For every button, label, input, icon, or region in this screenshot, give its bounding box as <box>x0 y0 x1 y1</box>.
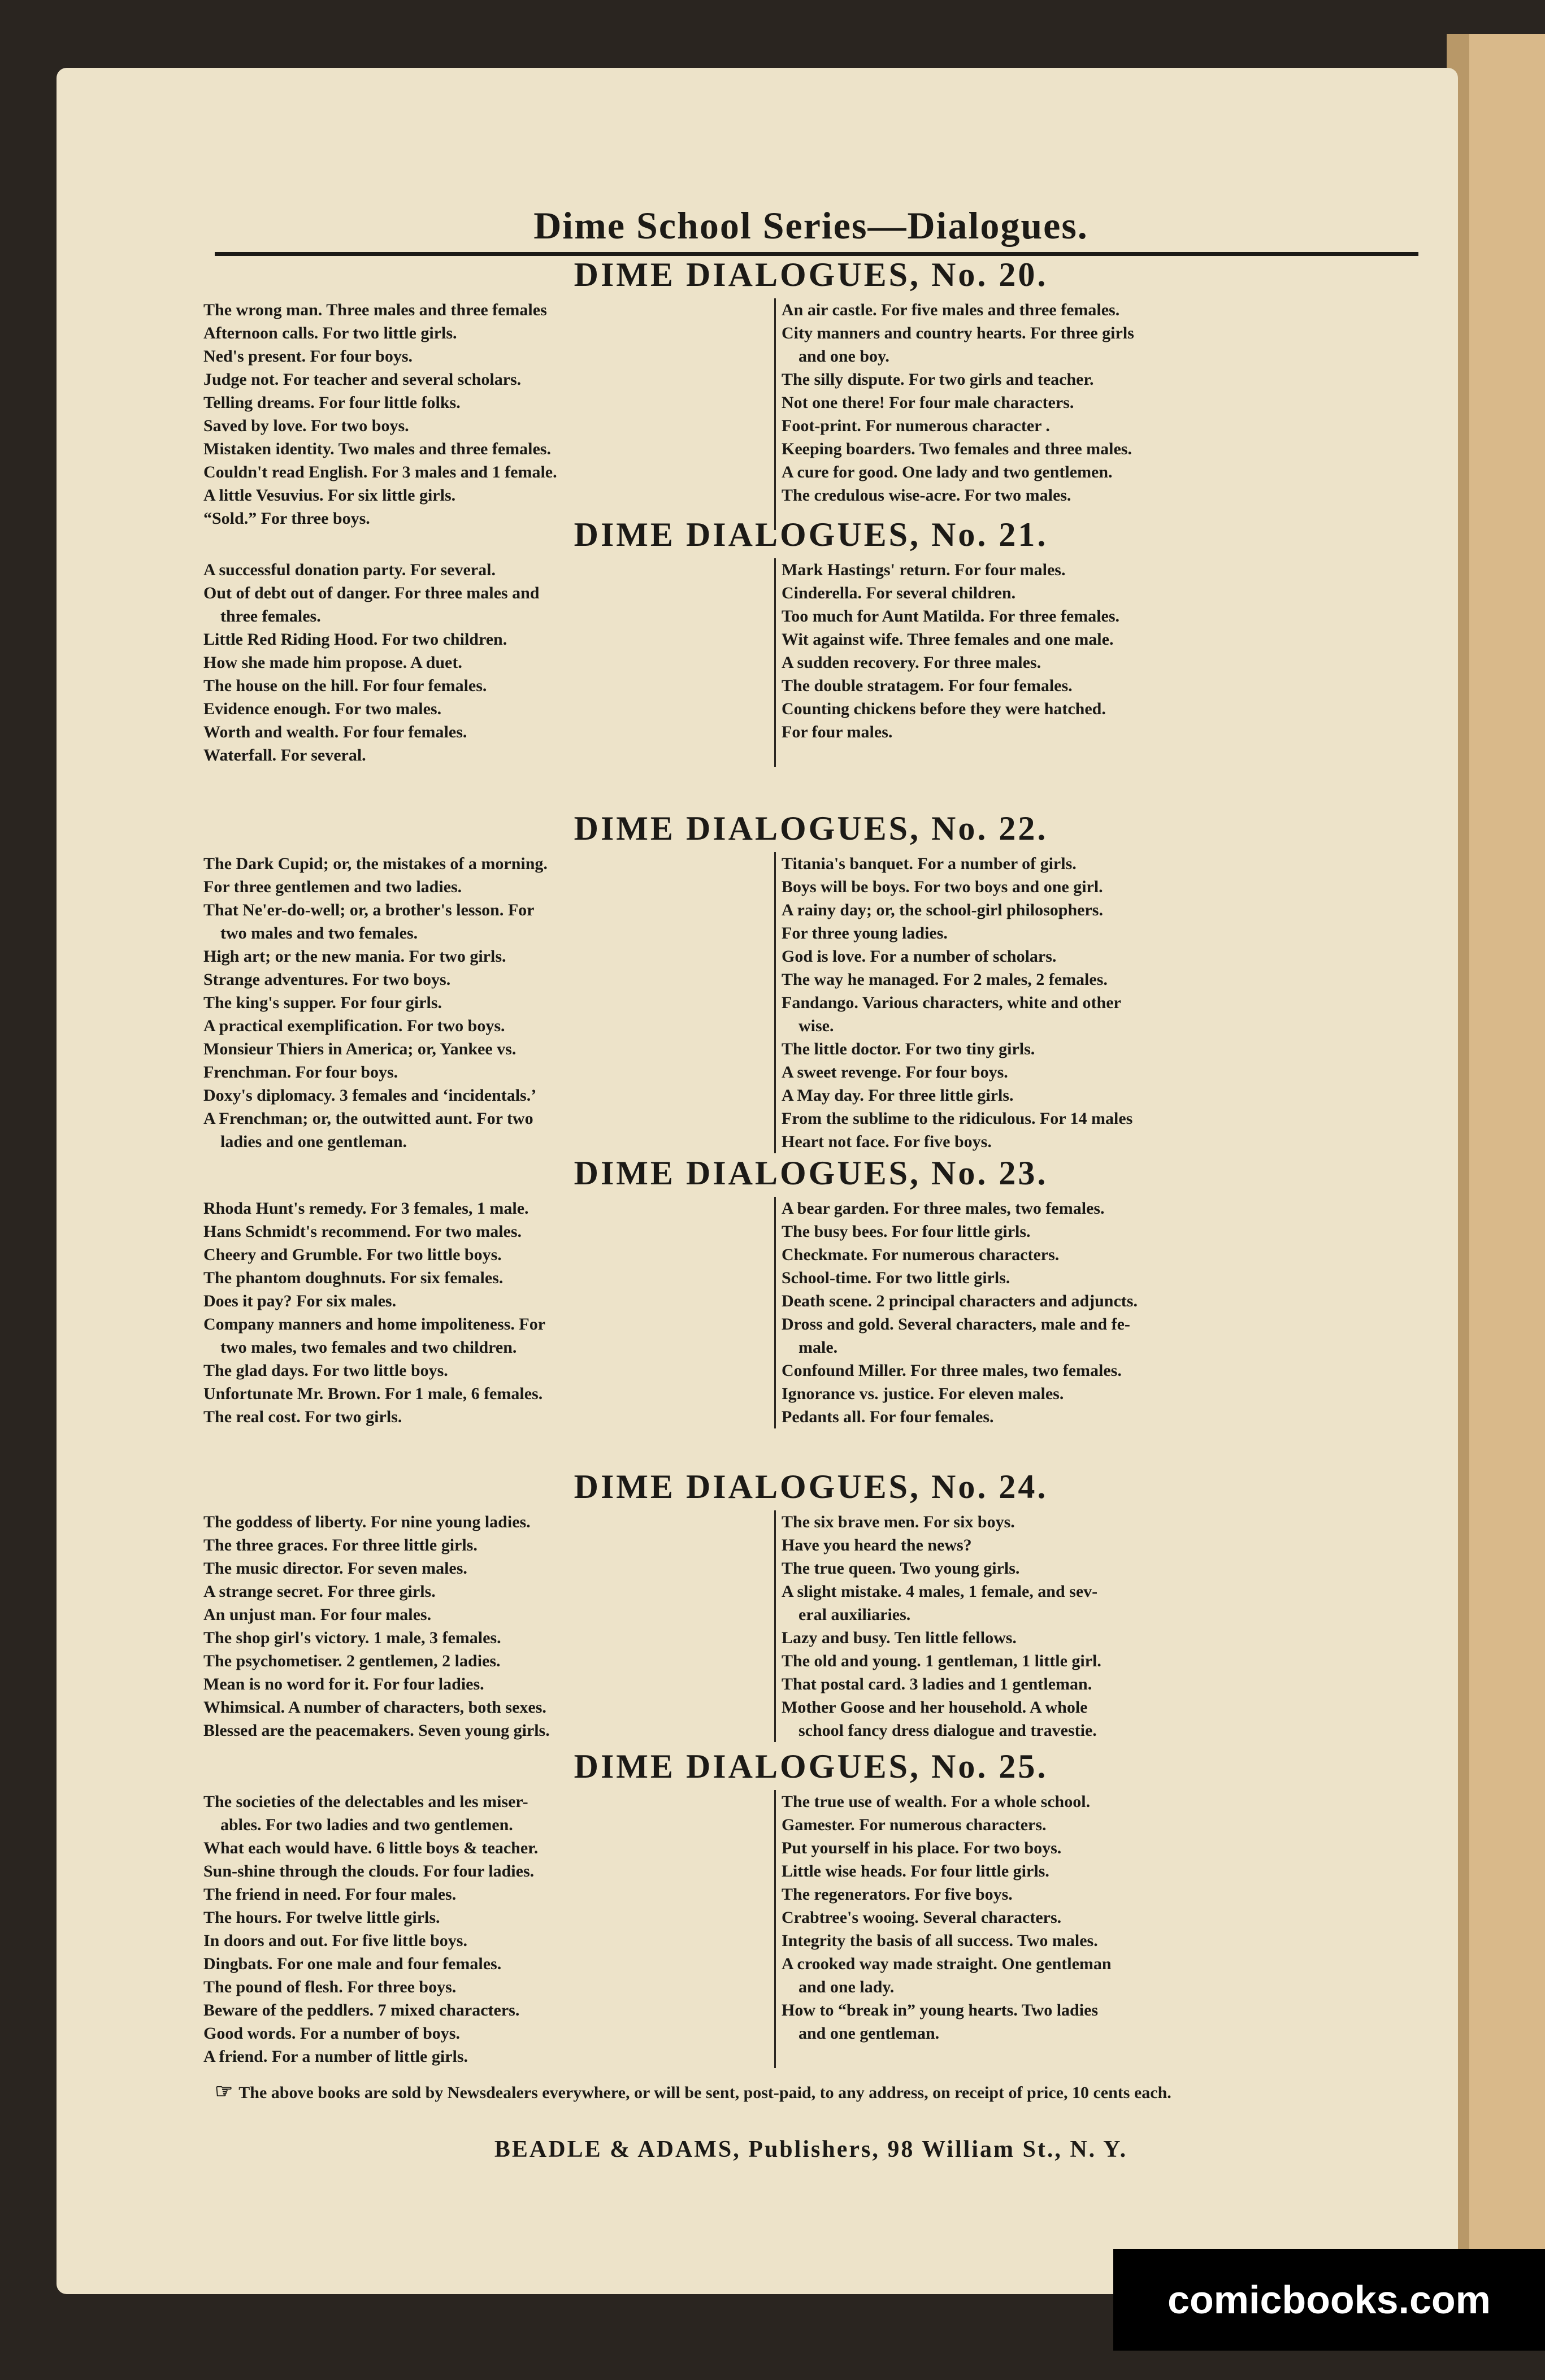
dialogue-entry: Mark Hastings' return. For four males. <box>782 561 1066 579</box>
dialogue-section <box>203 514 1418 767</box>
dialogue-entry: Couldn't read English. For 3 males and 1 female. <box>203 463 557 481</box>
entry-column-right <box>774 1197 1347 1428</box>
dialogue-entry: The societies of the delectables and les miser- <box>203 1792 528 1811</box>
series-header: Dime School Series—Dialogues. <box>533 204 1088 247</box>
dialogue-entry: The six brave men. For six boys. <box>782 1513 1015 1531</box>
dialogue-entry: A May day. For three little girls. <box>782 1086 1014 1105</box>
dialogue-entry: Wit against wife. Three females and one male. <box>782 630 1114 649</box>
dialogue-entry: School-time. For two little girls. <box>782 1269 1010 1287</box>
dialogue-entry: The regenerators. For five boys. <box>782 1885 1013 1904</box>
entry-column-right <box>774 852 1347 1153</box>
dialogue-entry: Hans Schmidt's recommend. For two males. <box>203 1222 522 1241</box>
dialogue-entry: The king's supper. For four girls. <box>203 993 442 1012</box>
dialogue-entry: A cure for good. One lady and two gentlemen. <box>782 463 1113 481</box>
entry-column-left <box>203 1510 769 1742</box>
dialogue-entry: Doxy's diplomacy. 3 females and ‘incidentals.’ <box>203 1086 537 1105</box>
entry-column-right <box>774 1790 1347 2068</box>
dialogue-entry: The friend in need. For four males. <box>203 1885 457 1904</box>
dialogue-entry: For three young ladies. <box>782 924 948 943</box>
dialogue-entry: Judge not. For teacher and several scholars. <box>203 370 522 389</box>
entry-column-right <box>774 298 1347 530</box>
dialogue-entry: and one boy. <box>798 347 889 366</box>
dialogue-entry: The old and young. 1 gentleman, 1 little girl. <box>782 1652 1101 1670</box>
dialogue-entry: Crabtree's wooing. Several characters. <box>782 1908 1062 1927</box>
publisher-line: BEADLE & ADAMS, Publishers, 98 William St., N. Y. <box>494 2136 1128 2162</box>
section-title: DIME DIALOGUES, No. 23. <box>574 1154 1048 1192</box>
dialogue-entry: The three graces. For three little girls. <box>203 1536 478 1554</box>
dialogue-entry: For three gentlemen and two ladies. <box>203 878 462 896</box>
entry-column-left <box>203 1197 769 1428</box>
dialogue-entry: A Frenchman; or, the outwitted aunt. For two <box>203 1109 533 1128</box>
dialogue-entry: Death scene. 2 principal characters and adjuncts. <box>782 1292 1138 1310</box>
dialogue-entry: Company manners and home impoliteness. For <box>203 1315 546 1334</box>
entry-column-left <box>203 298 769 530</box>
page-content <box>203 186 1418 2198</box>
dialogue-entry: Saved by love. For two boys. <box>203 416 409 435</box>
dialogue-section <box>203 1466 1418 1742</box>
dialogue-entry: The psychometiser. 2 gentlemen, 2 ladies. <box>203 1652 501 1670</box>
entry-columns <box>203 298 1418 530</box>
section-title: DIME DIALOGUES, No. 22. <box>574 810 1048 847</box>
dialogue-entry: City manners and country hearts. For three girls <box>782 324 1134 342</box>
dialogue-entry: That postal card. 3 ladies and 1 gentleman. <box>782 1675 1092 1693</box>
dialogue-entry: Dingbats. For one male and four females. <box>203 1955 502 1973</box>
dialogue-entry: The silly dispute. For two girls and teacher. <box>782 370 1094 389</box>
dialogue-entry: Worth and wealth. For four females. <box>203 723 467 741</box>
dialogue-entry: male. <box>798 1338 838 1357</box>
dialogue-entry: Ignorance vs. justice. For eleven males. <box>782 1384 1064 1403</box>
dialogue-entry: two males, two females and two children. <box>220 1338 517 1357</box>
dialogue-entry: A friend. For a number of little girls. <box>203 2047 468 2066</box>
dialogue-entry: An unjust man. For four males. <box>203 1605 432 1624</box>
dialogue-entry: Too much for Aunt Matilda. For three females. <box>782 607 1120 626</box>
section-title: DIME DIALOGUES, No. 24. <box>574 1468 1048 1505</box>
dialogue-entry: Does it pay? For six males. <box>203 1292 397 1310</box>
dialogue-entry: The house on the hill. For four females. <box>203 676 487 695</box>
dialogue-entry: Unfortunate Mr. Brown. For 1 male, 6 females. <box>203 1384 543 1403</box>
dialogue-entry: For four males. <box>782 723 893 741</box>
dialogue-entry: three females. <box>220 607 321 626</box>
dialogue-entry: Cinderella. For several children. <box>782 584 1016 602</box>
dialogue-section <box>203 1153 1418 1428</box>
dialogue-entry: God is love. For a number of scholars. <box>782 947 1057 966</box>
dialogue-entry: Waterfall. For several. <box>203 746 366 765</box>
dialogue-entry: Heart not face. For five boys. <box>782 1132 992 1151</box>
dialogue-entry: A slight mistake. 4 males, 1 female, and sev- <box>782 1582 1098 1601</box>
dialogue-entry: High art; or the new mania. For two girls. <box>203 947 506 966</box>
dialogue-section <box>203 254 1418 530</box>
entry-columns <box>203 1790 1418 2068</box>
dialogue-entry: Little wise heads. For four little girls. <box>782 1862 1049 1880</box>
dialogue-entry: From the sublime to the ridiculous. For 14 males <box>782 1109 1133 1128</box>
dialogue-entry: and one lady. <box>798 1978 895 1996</box>
dialogue-entry: Mother Goose and her household. A whole <box>782 1698 1088 1717</box>
dialogue-entry: wise. <box>798 1017 834 1035</box>
dialogue-entry: Mean is no word for it. For four ladies. <box>203 1675 484 1693</box>
dialogue-entry: Pedants all. For four females. <box>782 1408 994 1426</box>
dialogue-section <box>203 808 1418 1153</box>
dialogue-entry: That Ne'er-do-well; or, a brother's lesson. For <box>203 901 535 919</box>
dialogue-entry: Checkmate. For numerous characters. <box>782 1245 1060 1264</box>
dialogue-entry: The true queen. Two young girls. <box>782 1559 1020 1578</box>
dialogue-entry: Telling dreams. For four little folks. <box>203 393 461 412</box>
dialogue-entry: The hours. For twelve little girls. <box>203 1908 440 1927</box>
entry-columns <box>203 1510 1418 1742</box>
footer-note-text: The above books are sold by Newsdealers everywhere, or will be sent, post-paid, to any address, on receipt of price, 10 cents each. <box>238 2083 1171 2102</box>
dialogue-entry: The shop girl's victory. 1 male, 3 females. <box>203 1628 501 1647</box>
dialogue-entry: and one gentleman. <box>798 2024 940 2043</box>
entry-columns <box>203 558 1418 767</box>
dialogue-entry: Sun-shine through the clouds. For four ladies. <box>203 1862 535 1880</box>
dialogue-entry: Boys will be boys. For two boys and one girl. <box>782 878 1103 896</box>
entry-columns <box>203 1197 1418 1428</box>
dialogue-entry: Lazy and busy. Ten little fellows. <box>782 1628 1017 1647</box>
dialogue-entry: A crooked way made straight. One gentleman <box>782 1955 1112 1973</box>
dialogue-entry: Strange adventures. For two boys. <box>203 970 451 989</box>
dialogue-entry: Evidence enough. For two males. <box>203 700 442 718</box>
dialogue-entry: “Sold.” For three boys. <box>203 509 370 528</box>
dialogue-entry: A sudden recovery. For three males. <box>782 653 1041 672</box>
dialogue-entry: The music director. For seven males. <box>203 1559 467 1578</box>
dialogue-entry: Integrity the basis of all success. Two males. <box>782 1931 1098 1950</box>
entry-column-left <box>203 558 769 767</box>
dialogue-entry: Frenchman. For four boys. <box>203 1063 398 1082</box>
dialogue-entry: ables. For two ladies and two gentlemen. <box>220 1816 513 1834</box>
dialogue-entry: Confound Miller. For three males, two females. <box>782 1361 1122 1380</box>
dialogue-entry: Titania's banquet. For a number of girls. <box>782 854 1077 873</box>
dialogue-entry: A sweet revenge. For four boys. <box>782 1063 1008 1082</box>
dialogue-entry: A successful donation party. For several. <box>203 561 496 579</box>
dialogue-entry: The Dark Cupid; or, the mistakes of a morning. <box>203 854 548 873</box>
dialogue-entry: eral auxiliaries. <box>798 1605 911 1624</box>
dialogue-entry: Keeping boarders. Two females and three males. <box>782 440 1132 458</box>
dialogue-entry: school fancy dress dialogue and travestie. <box>798 1721 1097 1740</box>
dialogue-entry: An air castle. For five males and three females. <box>782 301 1120 319</box>
section-title: DIME DIALOGUES, No. 25. <box>574 1748 1048 1785</box>
entry-column-left <box>203 1790 769 2068</box>
dialogue-entry: Good words. For a number of boys. <box>203 2024 460 2043</box>
dialogue-entry: Blessed are the peacemakers. Seven young girls. <box>203 1721 550 1740</box>
dialogue-entry: The way he managed. For 2 males, 2 females. <box>782 970 1108 989</box>
dialogue-entry: The glad days. For two little boys. <box>203 1361 448 1380</box>
dialogue-entry: A practical exemplification. For two boys. <box>203 1017 505 1035</box>
dialogue-entry: The credulous wise-acre. For two males. <box>782 486 1071 505</box>
entry-column-left <box>203 852 769 1153</box>
dialogue-entry: The real cost. For two girls. <box>203 1408 402 1426</box>
dialogue-entry: A strange secret. For three girls. <box>203 1582 436 1601</box>
dialogue-entry: In doors and out. For five little boys. <box>203 1931 467 1950</box>
dialogue-entry: Whimsical. A number of characters, both sexes. <box>203 1698 546 1717</box>
dialogue-entry: two males and two females. <box>220 924 418 943</box>
dialogue-entry: Put yourself in his place. For two boys. <box>782 1839 1062 1857</box>
section-title: DIME DIALOGUES, No. 21. <box>574 516 1048 553</box>
dialogue-entry: The pound of flesh. For three boys. <box>203 1978 457 1996</box>
dialogue-entry: Beware of the peddlers. 7 mixed characters. <box>203 2001 520 2019</box>
dialogue-section <box>203 1746 1418 2068</box>
dialogue-entry: Little Red Riding Hood. For two children. <box>203 630 507 649</box>
dialogue-entry: Cheery and Grumble. For two little boys. <box>203 1245 502 1264</box>
dialogue-entry: What each would have. 6 little boys & teacher. <box>203 1839 539 1857</box>
dialogue-entry: The true use of wealth. For a whole school. <box>782 1792 1091 1811</box>
dialogue-entry: A rainy day; or, the school-girl philosophers. <box>782 901 1103 919</box>
section-title: DIME DIALOGUES, No. 20. <box>574 256 1048 293</box>
dialogue-entry: The wrong man. Three males and three females <box>203 301 547 319</box>
dialogue-entry: A little Vesuvius. For six little girls. <box>203 486 456 505</box>
dialogue-entry: ladies and one gentleman. <box>220 1132 407 1151</box>
dialogue-entry: A bear garden. For three males, two females. <box>782 1199 1105 1218</box>
dialogue-entry: Dross and gold. Several characters, male and fe- <box>782 1315 1130 1334</box>
dialogue-entry: How to “break in” young hearts. Two ladies <box>782 2001 1099 2019</box>
entry-column-right <box>774 558 1347 767</box>
dialogue-entry: Afternoon calls. For two little girls. <box>203 324 457 342</box>
watermark: comicbooks.com <box>1113 2249 1545 2351</box>
dialogue-entry: The little doctor. For two tiny girls. <box>782 1040 1035 1058</box>
footer-note <box>215 2079 1407 2105</box>
dialogue-entry: Foot-print. For numerous character . <box>782 416 1050 435</box>
entry-column-right <box>774 1510 1347 1742</box>
dialogue-entry: The busy bees. For four little girls. <box>782 1222 1031 1241</box>
dialogue-entry: Ned's present. For four boys. <box>203 347 413 366</box>
dialogue-entry: Out of debt out of danger. For three males and <box>203 584 540 602</box>
dialogue-entry: The double stratagem. For four females. <box>782 676 1073 695</box>
dialogue-entry: Have you heard the news? <box>782 1536 972 1554</box>
dialogue-entry: Rhoda Hunt's remedy. For 3 females, 1 male. <box>203 1199 529 1218</box>
dialogue-entry: Gamester. For numerous characters. <box>782 1816 1047 1834</box>
pointing-hand-icon: ☞ <box>215 2080 233 2103</box>
dialogue-entry: Fandango. Various characters, white and other <box>782 993 1121 1012</box>
dialogue-entry: How she made him propose. A duet. <box>203 653 462 672</box>
dialogue-entry: Counting chickens before they were hatched. <box>782 700 1106 718</box>
entry-columns <box>203 852 1418 1153</box>
dialogue-entry: The goddess of liberty. For nine young ladies. <box>203 1513 531 1531</box>
dialogue-entry: Monsieur Thiers in America; or, Yankee vs. <box>203 1040 517 1058</box>
dialogue-entry: The phantom doughnuts. For six females. <box>203 1269 504 1287</box>
dialogue-entry: Mistaken identity. Two males and three females. <box>203 440 551 458</box>
dialogue-entry: Not one there! For four male characters. <box>782 393 1074 412</box>
